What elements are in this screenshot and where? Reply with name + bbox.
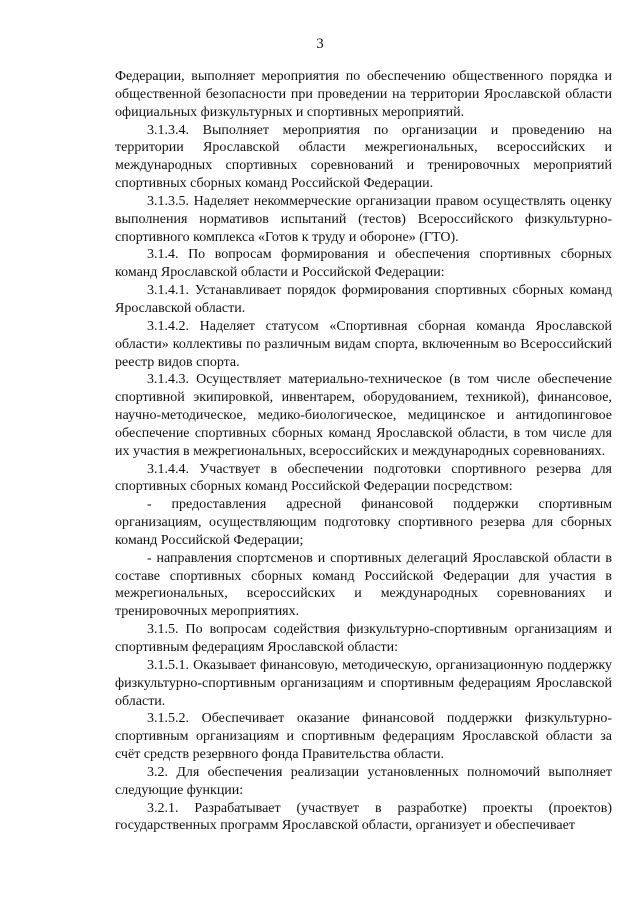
paragraph-3-1-5-2: 3.1.5.2. Обеспечивает оказание финансовой поддержки физкультурно-спортивным организациям и спортивным федерациям Ярославской области за счёт средств резервного фонда Правительства области. — [115, 711, 612, 763]
paragraph-3-1-4-3: 3.1.4.3. Осуществляет материально-техническое (в том числе обеспечение спортивной экипировкой, инвентарем, оборудованием, техникой), финансовое, научно-методическое, медико-биологическое, медицинское и антидопинговое обеспечение спортивных сборных команд Ярославской области, в том числе для их участия в межрегиональных, всероссийских и международных соревнованиях. — [115, 372, 612, 459]
paragraph-3-1-4-2: 3.1.4.2. Наделяет статусом «Спортивная сборная команда Ярославской области» коллективы по различным видам спорта, включенным во Всероссийский реестр видов спорта. — [115, 318, 612, 370]
paragraph-3-1-3-4: 3.1.3.4. Выполняет мероприятия по организации и проведению на территории Ярославской области межрегиональных, всероссийских и международных спортивных соревнований и тренировочных мероприятий спортивных сборных команд Российской Федерации. — [115, 122, 612, 192]
paragraph-3-1-3-5: 3.1.3.5. Наделяет некоммерческие организации правом осуществлять оценку выполнения нормативов испытаний (тестов) Всероссийского физкультурно-спортивного комплекса «Готов к труду и обороне» (ГТО). — [115, 193, 612, 245]
document-body — [115, 68, 612, 835]
list-item-financial-support: - предоставления адресной финансовой поддержки спортивным организациям, осуществляющим подготовку спортивного резерва для сборных команд Российской Федерации; — [115, 497, 612, 548]
paragraph-3-1-4: 3.1.4. По вопросам формирования и обеспечения спортивных сборных команд Ярославской области и Российской Федерации: — [115, 247, 612, 281]
paragraph-3-1-4-4: 3.1.4.4. Участвует в обеспечении подготовки спортивного резерва для спортивных сборных команд Российской Федерации посредством: — [115, 461, 612, 495]
list-item-athlete-delegations: - направления спортсменов и спортивных делегаций Ярославской области в составе спортивных сборных команд Российской Федерации для участия в межрегиональных, всероссийских и международных соревнованиях и тренировочных мероприятиях. — [115, 550, 612, 620]
paragraph-3-2-1: 3.2.1. Разрабатывает (участвует в разработке) проекты (проектов) государственных программ Ярославской области, организует и обеспечивает — [115, 800, 612, 834]
paragraph-3-1-5: 3.1.5. По вопросам содействия физкультурно-спортивным организациям и спортивным федерациям Ярославской области: — [115, 622, 612, 655]
page-number: 3 — [316, 36, 324, 52]
paragraph-3-1-5-1: 3.1.5.1. Оказывает финансовую, методическую, организационную поддержку физкультурно-спортивным организациям и спортивным федерациям Ярославской области. — [115, 657, 612, 709]
paragraph-continuation: Федерации, выполняет мероприятия по обеспечению общественного порядка и общественной безопасности при проведении на территории Ярославской области официальных физкультурных и спортивных мероприятий. — [115, 69, 612, 120]
paragraph-3-2: 3.2. Для обеспечения реализации установленных полномочий выполняет следующие функции: — [115, 764, 612, 798]
paragraph-3-1-4-1: 3.1.4.1. Устанавливает порядок формирования спортивных сборных команд Ярославской области. — [115, 283, 612, 316]
